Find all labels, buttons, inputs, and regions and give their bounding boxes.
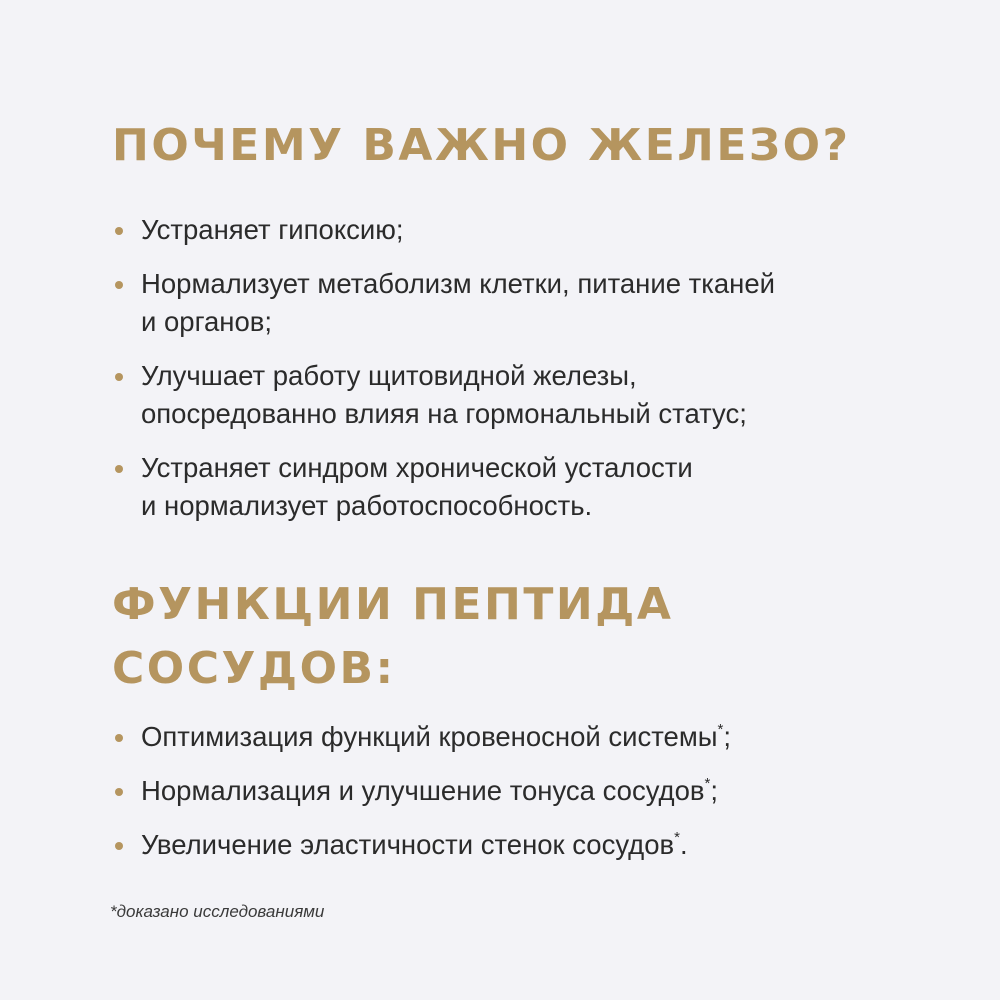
list-item-text-continued: и органов; <box>141 306 273 337</box>
list-item-line <box>141 826 912 864</box>
list-item-text: Устраняет гипоксию; <box>141 214 404 245</box>
dot-bullet-icon <box>115 227 123 235</box>
list-item-text: Устраняет синдром хронической усталости <box>141 452 693 483</box>
iron-benefits-list <box>112 211 912 525</box>
section-title-iron <box>112 114 851 178</box>
footnote-marker: * <box>704 775 711 792</box>
list-item <box>112 772 912 810</box>
footnote: *доказано исследованиями <box>110 902 325 921</box>
list-item-text-continued: опосредованно влияя на гормональный статус; <box>141 398 747 429</box>
list-item-line <box>141 772 912 810</box>
section-title-peptide <box>112 573 673 701</box>
list-item-text-continued: и нормализует работоспособность. <box>141 490 593 521</box>
list-item-punctuation: ; <box>723 721 731 752</box>
dot-bullet-icon <box>115 373 123 381</box>
section-title-peptide-line-2: СОСУДОВ: <box>112 643 396 694</box>
list-item <box>112 826 912 864</box>
dot-bullet-icon <box>115 281 123 289</box>
footnote-marker: * <box>674 829 680 846</box>
footnote-marker: * <box>717 721 724 738</box>
section-title-peptide-line-1: ФУНКЦИИ ПЕПТИДА <box>112 579 674 630</box>
list-item-text: Улучшает работу щитовидной железы, <box>141 360 637 391</box>
list-item-text: Нормализует метаболизм клетки, питание тканей <box>141 268 776 299</box>
list-item <box>112 211 912 249</box>
list-item-punctuation: . <box>679 829 688 860</box>
list-item-text: Оптимизация функций кровеносной системы <box>141 721 718 752</box>
dot-bullet-icon <box>115 734 123 742</box>
list-item-text: Нормализация и улучшение тонуса сосудов <box>141 775 705 806</box>
peptide-functions-list <box>112 718 912 864</box>
list-item-line <box>141 718 912 756</box>
section-title-iron-text: ПОЧЕМУ ВАЖНО ЖЕЛЕЗО? <box>112 120 851 171</box>
list-item <box>112 357 912 433</box>
dot-bullet-icon <box>115 788 123 796</box>
dot-bullet-icon <box>115 465 123 473</box>
list-item-text: Увеличение эластичности стенок сосудов <box>141 829 675 860</box>
list-item <box>112 718 912 756</box>
list-item <box>112 449 912 525</box>
dot-bullet-icon <box>115 842 123 850</box>
list-item <box>112 265 912 341</box>
list-item-punctuation: ; <box>710 775 718 806</box>
